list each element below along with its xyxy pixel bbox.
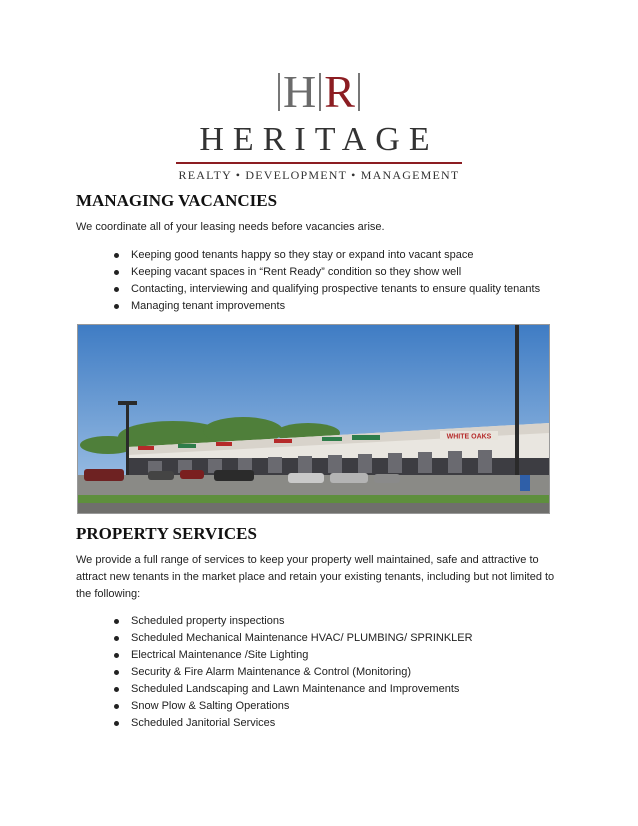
list-item: Scheduled Janitorial Services bbox=[112, 715, 473, 732]
list-item: Scheduled property inspections bbox=[112, 613, 473, 630]
monogram-divider bbox=[358, 73, 360, 111]
services-list bbox=[112, 613, 473, 732]
trash-bin bbox=[520, 475, 530, 491]
road bbox=[78, 503, 549, 513]
monogram-divider bbox=[319, 73, 321, 111]
store-sign-text: WHITE OAKS bbox=[446, 433, 492, 441]
monogram-r: R bbox=[324, 66, 355, 117]
grass-strip bbox=[78, 495, 549, 503]
section-heading-vacancies: MANAGING VACANCIES bbox=[76, 191, 278, 210]
list-item: Scheduled Landscaping and Lawn Maintenance and Improvements bbox=[112, 681, 473, 698]
list-item: Electrical Maintenance /Site Lighting bbox=[112, 647, 473, 664]
list-item: Contacting, interviewing and qualifying prospective tenants to ensure quality tenants bbox=[112, 281, 540, 298]
logo-rule bbox=[176, 162, 462, 164]
services-intro: We provide a full range of services to keep your property well maintained, safe and attractive to attract new tenants in the market place and retain your existing tenants, including but not limited to the following: bbox=[76, 554, 555, 600]
monogram-divider bbox=[278, 73, 280, 111]
hr-monogram bbox=[275, 66, 363, 117]
monogram-h: H bbox=[283, 66, 317, 117]
list-item: Managing tenant improvements bbox=[112, 298, 540, 315]
vacancies-intro: We coordinate all of your leasing needs before vacancies arise. bbox=[76, 221, 385, 233]
list-item: Keeping good tenants happy so they stay or expand into vacant space bbox=[112, 247, 540, 264]
shopping-center-illustration bbox=[78, 325, 549, 513]
shopping-center-photo bbox=[77, 324, 550, 514]
company-tagline: REALTY • DEVELOPMENT • MANAGEMENT bbox=[178, 168, 460, 182]
company-name: HERITAGE bbox=[199, 121, 439, 158]
heritage-logo bbox=[0, 66, 638, 183]
list-item: Snow Plow & Salting Operations bbox=[112, 698, 473, 715]
section-heading-services: PROPERTY SERVICES bbox=[76, 524, 257, 543]
vacancies-list bbox=[112, 247, 540, 315]
list-item: Keeping vacant spaces in “Rent Ready” condition so they show well bbox=[112, 264, 540, 281]
list-item: Scheduled Mechanical Maintenance HVAC/ PLUMBING/ SPRINKLER bbox=[112, 630, 473, 647]
list-item: Security & Fire Alarm Maintenance & Control (Monitoring) bbox=[112, 664, 473, 681]
